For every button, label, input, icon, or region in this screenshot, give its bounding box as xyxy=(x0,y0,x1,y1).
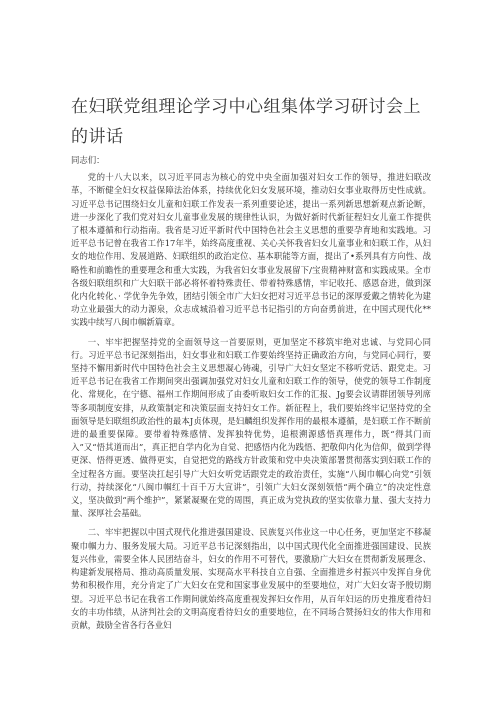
document-body xyxy=(71,154,431,638)
paragraph-section-two: 二、牢牢把握以中国式现代化推进强国建设、民族复兴伟业这一中心任务，更加坚定不移凝聚巾帼力力、服务发展大局。习近平总书记深刻指出，以中国式现代化全面推进强国建设、民族复兴伟业，需要全体人民团结奋斗，妇女的作用不可替代，要激励广大妇女在贯彻新发展理念、构建新发展格局、推动高质量发展、实现高水平科技自立自强、全面推进乡村振兴中发挥自身优势和积极作用，充分肯定了广大妇女在党和国家事业发展中的至要地位，对广大妇女寄予殷切期望。习近平总书记在我省工作期间就始终高度重视发挥妇女作用，从百年妇运的历史推度看待妇女的丰功伟绩，从济判社会的文明高度看待妇女的重要地位，在不同场合赞扬妇女的伟大作用和贡献，鼓励全省各行各业妇 xyxy=(71,527,431,630)
paragraph-intro: 党的十八大以来，以习近平同志为核心的党中央全面加强对妇女工作的领导，推进妇联改革，不断健全妇女权益保障法治体系，持续优化妇女发展环境，推动妇女事业取得历史性成就。习近平总书记围绕妇女儿童和妇联工作发表一系列重要论述，提出一系列新思想新观点新论断，进一步深化了我们党对妇女儿童事业发展的规律性认识，为做好新时代新征程妇女儿童工作提供了根本遵循和行动指南。我省是习近平新时代中国特色社会主义思想的重要孕育地和实践地。习近平总书记曾在我省工作17年半，始终高度重视、关心关怀我省妇女儿童事业和妇联工作，从妇女的地位作用、发展道路、妇联组织的政治定位、基本职能等方面，提出了•系列具有方向性、战略性和前瞻性的重要理念和重大实践，为我省妇女事业发展留下/宝贵精神财富和实践成果。全市各级妇联组织和广大妇联干部必将怀着特殊责任、带着特殊感情，牢记收托、感恩奋进，做到深化内化转化、· 学优争先争效，团结引领全市广大妇女把对习近平总书记的深厚爱戴之情转化为建功立业最强大的动力源泉，众志成城沿着习近平总书记指引的方向奋勇前进，在中国式现代化**实践中续写八闽巾帼新篇章。 xyxy=(71,172,431,328)
paragraph-section-one: 一、牢牢把握坚持党的全面领导这一首要原则，更加坚定不移筑牢绝对忠诚、与党同心同行。习近平总书记深刻指出，妇女事业和妇联工作要始终坚持正确政治方向，与党同心同行，要坚持不懈用新时代中国特色社会主义思想凝心铸魂，引导广大妇女坚定不移听党话、跟党走。习近平总书记在我省工作期间突出强调加强党对妇女儿童和妇联工作的领导，使党的领导工作制度化、常规化，在宁德、福州工作期间形成了由委听取妇女工作的汇报、Jg要会议请群团领导列席等多项制度安排，从政策制定和决策层面支持妇女工作。新征程上，我们要始终牢记坚持党的全面领导是妇联组织政治性的最本J贞体现，是妇麟组织发挥作用的最根本遵循，是妇联工作不断前进的最重要保障。要带着特殊感情、发挥独特优势，追根溯源感悟真理伟力，既“得其门而入”又“悟其道而出”，真正把自学内化为自觉、把感悟内化为践悟、把敬仰内化为信仰，做到学得更深、悟得更透、做得更实，自觉把党的路线方针政策和党中央决策部署贯彻落实到妇联工作的全过程各方面。要坚决扛起引导广大妇女听党话跟党走的政治责任，实施“八闽巾帼心向党”引领行动，持续深化“八闽巾帼红十百千万大宣讲”，引领广大妇女深刻领悟“两个确立”的决定性意义，坚决做到“两个维护”，紧紧凝聚在党的周围，真正成为党执政的坚实依靠力量、强大支持力量、深厚社会基础。 xyxy=(71,336,431,519)
document-title: 在妇联党组理论学习中心组集体学习研讨会上的讲话 xyxy=(71,97,421,147)
greeting: 同志们： xyxy=(71,155,105,165)
